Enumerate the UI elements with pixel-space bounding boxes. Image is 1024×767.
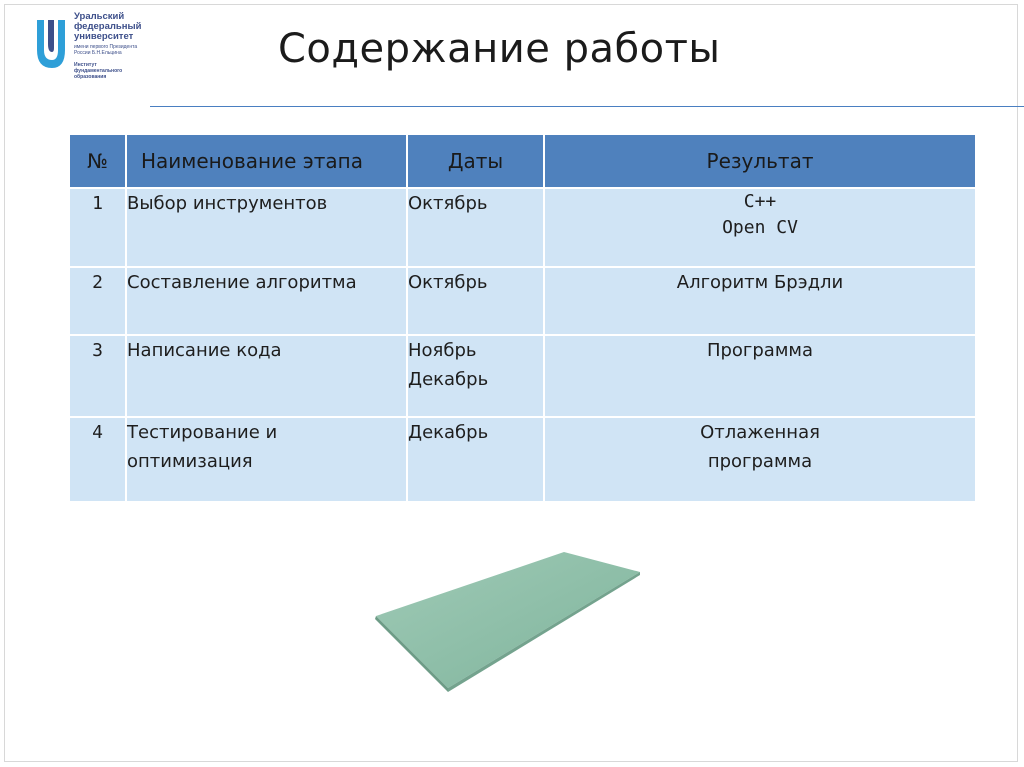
logo-dedication: имени первого Президента России Б.Н.Ельцина	[74, 44, 138, 56]
table-header-row	[70, 135, 975, 188]
row-dates: Октябрь	[407, 188, 544, 267]
row-dates: Ноябрь Декабрь	[407, 335, 544, 417]
row-number: 1	[70, 188, 126, 267]
row-result: C++ Open CV	[544, 188, 975, 267]
header-dates: Даты	[407, 135, 544, 188]
table-row	[70, 417, 975, 501]
table-row	[70, 335, 975, 417]
row-stage-name: Тестирование и оптимизация	[126, 417, 407, 501]
row-result: Алгоритм Брэдли	[544, 267, 975, 335]
urfu-logo-icon	[34, 14, 68, 74]
header-result: Результат	[544, 135, 975, 188]
drywall-panel-image	[372, 550, 642, 700]
row-number: 2	[70, 267, 126, 335]
row-result: Программа	[544, 335, 975, 417]
table-row	[70, 188, 975, 267]
logo-institute: Институт фундаментального образования	[74, 62, 123, 80]
stages-table	[70, 135, 975, 501]
slide-title: Содержание работы	[278, 26, 721, 72]
row-stage-name: Составление алгоритма	[126, 267, 407, 335]
row-number: 4	[70, 417, 126, 501]
row-stage-name: Написание кода	[126, 335, 407, 417]
table-row	[70, 267, 975, 335]
title-divider	[150, 106, 1024, 107]
header-stage-name: Наименование этапа	[126, 135, 407, 188]
row-stage-name: Выбор инструментов	[126, 188, 407, 267]
header-number: №	[70, 135, 126, 188]
row-dates: Декабрь	[407, 417, 544, 501]
row-dates: Октябрь	[407, 267, 544, 335]
logo-university-name: Уральский федеральный университет	[74, 11, 142, 42]
row-result: Отлаженная программа	[544, 417, 975, 501]
row-number: 3	[70, 335, 126, 417]
university-logo	[34, 12, 154, 92]
